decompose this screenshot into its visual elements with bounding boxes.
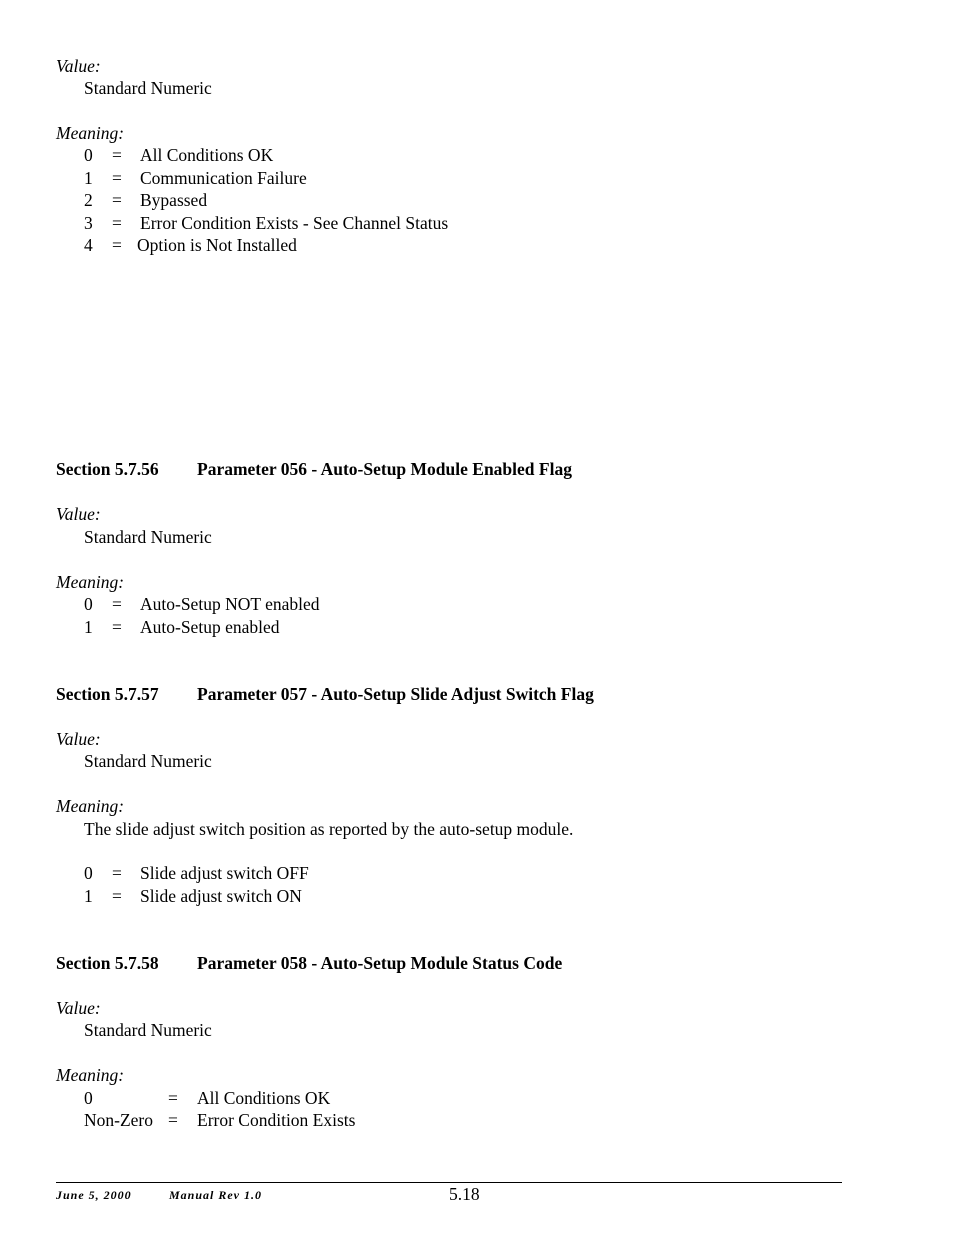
footer-rule	[56, 1182, 842, 1183]
value-text: Standard Numeric	[84, 751, 212, 771]
section-number: Section 5.7.57	[56, 684, 159, 704]
section-number: Section 5.7.56	[56, 459, 159, 479]
meaning-code: 4	[84, 235, 93, 255]
meaning-equals: =	[168, 1110, 178, 1130]
meaning-text: All Conditions OK	[140, 145, 274, 165]
meaning-code: 1	[84, 886, 93, 906]
footer-date: June 5, 2000	[56, 1188, 132, 1202]
meaning-text: Option is Not Installed	[137, 235, 297, 255]
value-label: Value:	[56, 998, 101, 1018]
section-number: Section 5.7.58	[56, 953, 159, 973]
value-text: Standard Numeric	[84, 78, 212, 98]
meaning-label: Meaning:	[56, 572, 125, 592]
meaning-code: 0	[84, 863, 93, 883]
meaning-equals: =	[112, 886, 122, 906]
footer-revision: Manual Rev 1.0	[169, 1188, 263, 1202]
meaning-code: 1	[84, 617, 93, 637]
value-label: Value:	[56, 504, 101, 524]
meaning-text: Slide adjust switch OFF	[140, 863, 309, 883]
meaning-code: 0	[84, 1088, 93, 1108]
value-text: Standard Numeric	[84, 1020, 212, 1040]
page-number: 5.18	[449, 1184, 480, 1204]
meaning-text: Auto-Setup enabled	[140, 617, 280, 637]
meaning-code: 2	[84, 190, 93, 210]
value-text: Standard Numeric	[84, 527, 212, 547]
meaning-equals: =	[112, 213, 122, 233]
meaning-code: 1	[84, 168, 93, 188]
meaning-code: Non-Zero	[84, 1110, 154, 1130]
value-label: Value:	[56, 729, 101, 749]
meaning-equals: =	[112, 190, 122, 210]
meaning-equals: =	[112, 145, 122, 165]
meaning-text: Communication Failure	[140, 168, 307, 188]
meaning-equals: =	[112, 863, 122, 883]
meaning-text: All Conditions OK	[197, 1088, 331, 1108]
meaning-text: Bypassed	[140, 190, 208, 210]
meaning-equals: =	[112, 235, 122, 255]
meaning-equals: =	[112, 594, 122, 614]
meaning-text: Slide adjust switch ON	[140, 886, 302, 906]
meaning-equals: =	[112, 168, 122, 188]
section-title: Parameter 056 - Auto-Setup Module Enabled Flag	[197, 459, 572, 479]
meaning-code: 3	[84, 213, 93, 233]
meaning-code: 0	[84, 594, 93, 614]
meaning-code: 0	[84, 145, 93, 165]
meaning-text: Error Condition Exists	[197, 1110, 356, 1130]
value-label: Value:	[56, 56, 101, 76]
meaning-equals: =	[168, 1088, 178, 1108]
meaning-label: Meaning:	[56, 796, 125, 816]
meaning-equals: =	[112, 617, 122, 637]
meaning-label: Meaning:	[56, 1065, 125, 1085]
section-title: Parameter 057 - Auto-Setup Slide Adjust Switch Flag	[197, 684, 594, 704]
meaning-description: The slide adjust switch position as reported by the auto-setup module.	[84, 819, 574, 839]
section-title: Parameter 058 - Auto-Setup Module Status Code	[197, 953, 563, 973]
meaning-text: Auto-Setup NOT enabled	[140, 594, 320, 614]
meaning-text: Error Condition Exists - See Channel Status	[140, 213, 449, 233]
meaning-label: Meaning:	[56, 123, 125, 143]
